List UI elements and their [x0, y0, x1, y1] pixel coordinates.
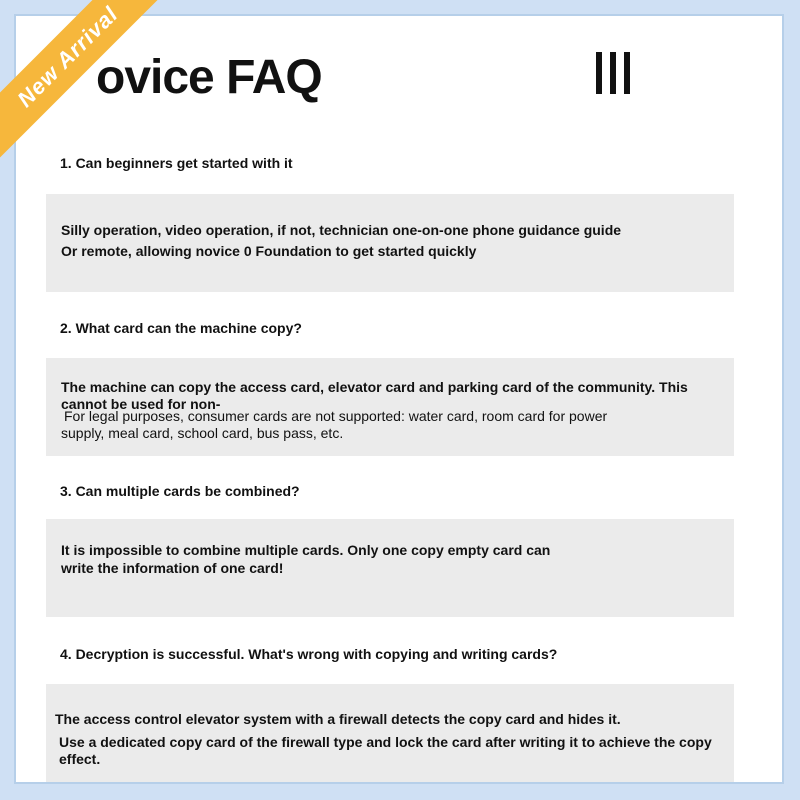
faq-answer-2-line: The machine can copy the access card, elevator card and parking card of the community. This [61, 379, 688, 395]
ribbon-label: New Arrival [12, 1, 123, 112]
faq-answer-2 [46, 358, 734, 456]
faq-answer-4-line: The access control elevator system with a firewall detects the copy card and hides it. [55, 711, 621, 727]
faq-answer-4-line: effect. [59, 751, 101, 767]
faq-answer-2-line: For legal purposes, consumer cards are not supported: water card, room card for power [64, 408, 608, 424]
faq-answer-4 [46, 684, 734, 782]
menu-icon-bar [610, 52, 616, 94]
faq-question-3: 3. Can multiple cards be combined? [60, 483, 300, 499]
menu-icon-bar [624, 52, 630, 94]
faq-question-4: 4. Decryption is successful. What's wrong with copying and writing cards? [60, 646, 558, 662]
faq-answer-2-line: supply, meal card, school card, bus pass, etc. [61, 425, 344, 441]
menu-icon-bar [596, 52, 602, 94]
faq-answer-1 [46, 194, 734, 292]
faq-answer-3-line: It is impossible to combine multiple cards. Only one copy empty card can [61, 542, 551, 558]
faq-answer-1-line: Or remote, allowing novice 0 Foundation to get started quickly [61, 243, 477, 259]
faq-answer-3 [46, 519, 734, 617]
faq-answer-4-line: Use a dedicated copy card of the firewall type and lock the card after writing it to achieve the copy [59, 734, 712, 750]
faq-answer-1-line: Silly operation, video operation, if not, technician one-on-one phone guidance guide [61, 222, 622, 238]
page-title: ovice FAQ [96, 51, 322, 104]
faq-answer-2-line: cannot be used for non- [61, 396, 221, 412]
faq-question-1: 1. Can beginners get started with it [60, 155, 293, 171]
menu-icon[interactable] [596, 52, 630, 94]
faq-card [16, 16, 784, 784]
faq-question-2: 2. What card can the machine copy? [60, 320, 302, 336]
faq-answer-3-line: write the information of one card! [61, 560, 284, 576]
